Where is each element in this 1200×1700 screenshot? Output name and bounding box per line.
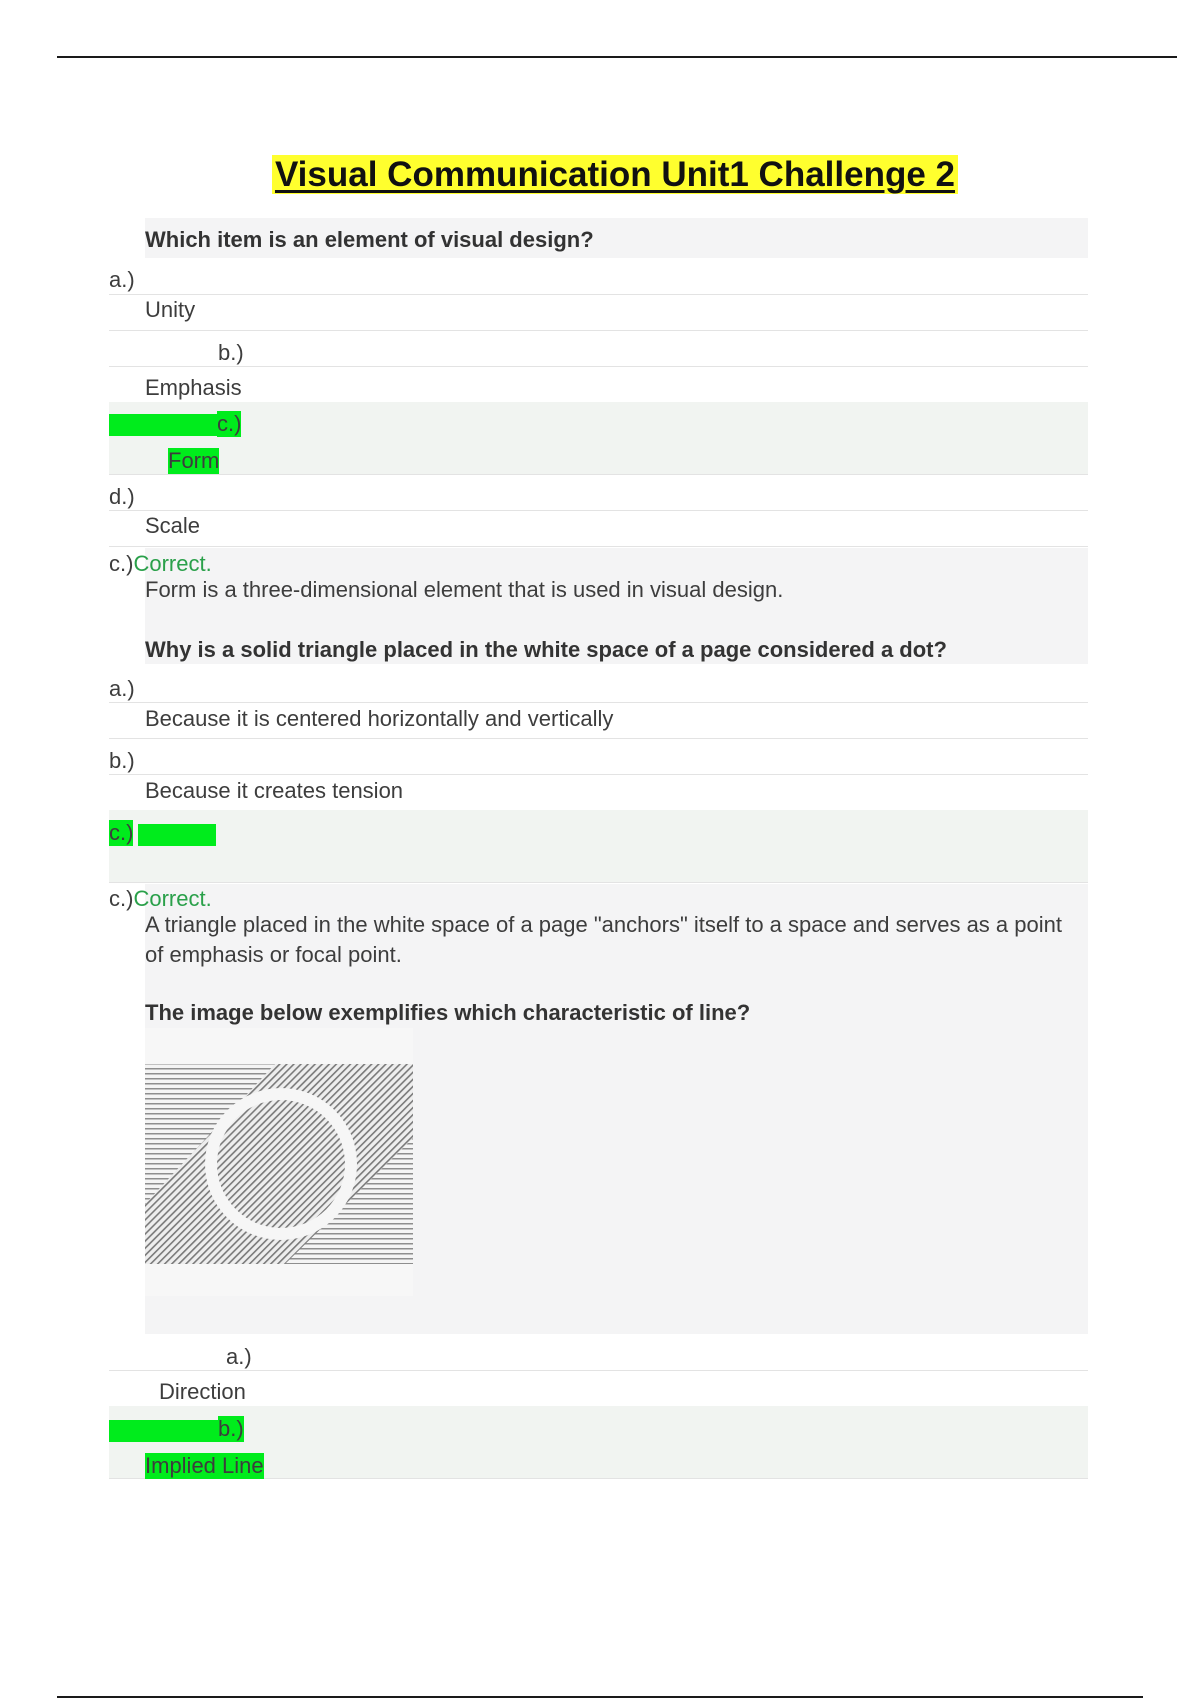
option-row[interactable] [109,258,1088,295]
option-label: b.) [218,340,244,365]
option-text: Scale [145,513,201,538]
option-row[interactable] [109,474,1088,511]
option-label: c.) [109,820,134,845]
option-label: b.) [218,1416,244,1441]
option-row[interactable] [109,330,1088,367]
option-label: b.) [109,748,135,773]
answer-explanation: A triangle placed in the white space of a page "anchors" itself to a space and serves as a point of emphasis or focal point. [145,912,1062,967]
option-text: Direction [159,1379,246,1404]
selected-option-row[interactable] [109,402,1088,439]
option-row[interactable] [109,738,1088,775]
option-label: d.) [109,484,135,509]
option-label: a.) [226,1344,252,1369]
option-row[interactable] [109,1334,1088,1371]
option-text: Unity [145,297,196,322]
top-rule [57,56,1177,58]
option-text: Form [168,448,220,473]
option-row[interactable] [109,366,1088,403]
answer-feedback: c.)Correct. [109,886,212,911]
option-text: Because it creates tension [145,778,404,803]
option-row[interactable] [109,1370,1088,1407]
selected-option-row[interactable] [109,1406,1088,1443]
question-2: Why is a solid triangle placed in the white space of a page considered a dot? [145,637,947,662]
bottom-rule [57,1696,1143,1698]
page-title: Visual Communication Unit1 Challenge 2 [0,155,1200,195]
line-illustration [145,1028,413,1296]
option-label: a.) [109,676,135,701]
selected-highlight [109,414,217,436]
question-1: Which item is an element of visual design? [145,227,594,252]
option-label: a.) [109,267,135,292]
answer-explanation: Form is a three-dimensional element that is used in visual design. [145,577,784,602]
implied-line-image [145,1028,413,1296]
option-text: Implied Line [145,1453,264,1478]
option-row[interactable] [109,510,1088,547]
option-row[interactable] [109,294,1088,331]
option-text: Emphasis [145,375,242,400]
option-label: c.) [217,411,242,436]
option-row[interactable] [109,666,1088,703]
selected-highlight [138,824,216,846]
selected-highlight [109,1420,218,1442]
selected-option-row[interactable] [109,846,1088,883]
answer-feedback: c.)Correct. [109,551,212,576]
selected-option-row[interactable] [109,438,1088,475]
selected-option-row[interactable] [109,810,1088,847]
question-3: The image below exemplifies which characteristic of line? [145,1000,751,1025]
option-text: Because it is centered horizontally and vertically [145,706,614,731]
